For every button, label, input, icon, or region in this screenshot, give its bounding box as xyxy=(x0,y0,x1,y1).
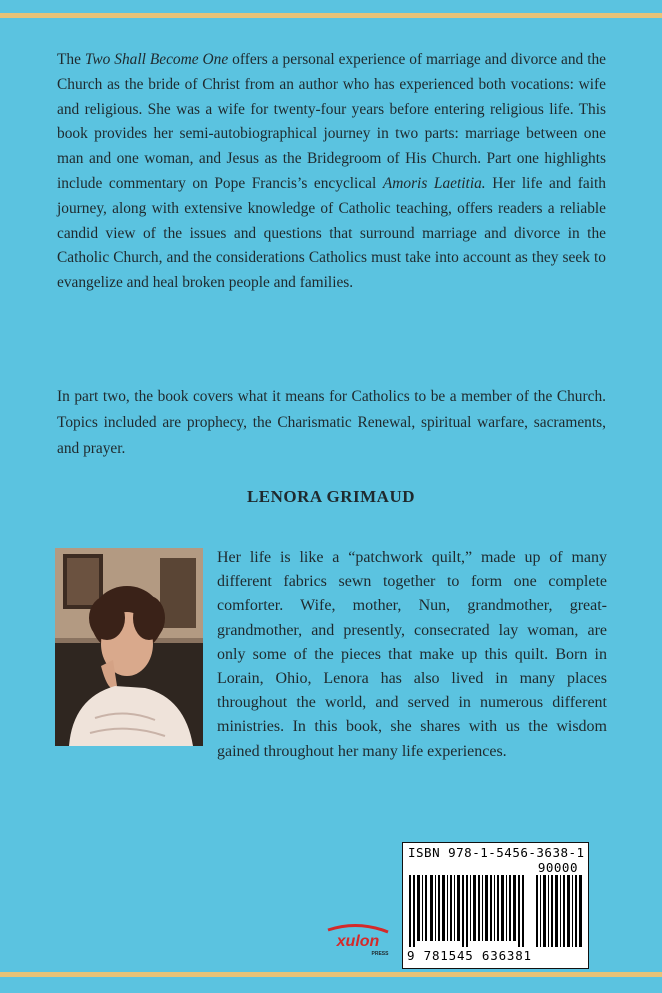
author-photo xyxy=(55,548,203,746)
price-addon-bars xyxy=(534,875,586,947)
book-description: The Two Shall Become One offers a personal experience of marriage and divorce and the Church as the bride of Christ from an author who has experienced both vocations: wife and religious. She was a wife for twenty-four years before entering religious life. This book provides her semi-autobiographical journey in two parts: marriage between one man and one woman, and Jesus as the Bridegroom of His Church. Part one highlights include commentary on Pope Francis’s encyclical Amoris Laetitia. Her life and faith journey, along with extensive knowledge of Catholic teaching, offers readers a reliable candid view of the issues and questions that surround marriage and divorce in the Catholic Church, and the considerations Catholics must take into account as they seek to evangelize and heal broken people and families. xyxy=(57,51,607,292)
book-title: Two Shall Become One xyxy=(84,51,229,68)
isbn-label: ISBN 978-1-5456-3638-1 xyxy=(408,845,585,860)
author-bio: Her life is like a “patchwork quilt,” made up of many different fabrics sewn together to form one complete comforter. Wife, mother, Nun, grandmother, great-grandmother, and presently, consecrated lay woman, are only some of the pieces that make up this quilt. Born in Lorain, Ohio, Lenora has also lived in many places throughout the world, and served in numerous different ministries. In this book, she shares with us the wisdom gained throughout her many life experiences. xyxy=(217,549,607,760)
ean-digits: 9 781545 636381 xyxy=(407,948,532,963)
ean-bars xyxy=(405,875,529,947)
book-description-part-two: In part two, the book covers what it means for Catholics to be a member of the Church. Topics included are prophecy, the Charismatic Renewal, spiritual warfare, sacraments, and prayer. xyxy=(57,388,606,457)
price-code: 90000 xyxy=(537,860,578,875)
publisher-logo xyxy=(322,922,394,958)
isbn-barcode xyxy=(402,842,589,969)
top-gold-band xyxy=(0,13,662,18)
svg-text:PRESS: PRESS xyxy=(371,951,389,957)
encyclical-title: Amoris Laetitia. xyxy=(382,174,486,192)
svg-text:xulon: xulon xyxy=(336,933,380,950)
author-name: LENORA GRIMAUD xyxy=(246,487,416,506)
bottom-gold-band xyxy=(0,972,662,977)
